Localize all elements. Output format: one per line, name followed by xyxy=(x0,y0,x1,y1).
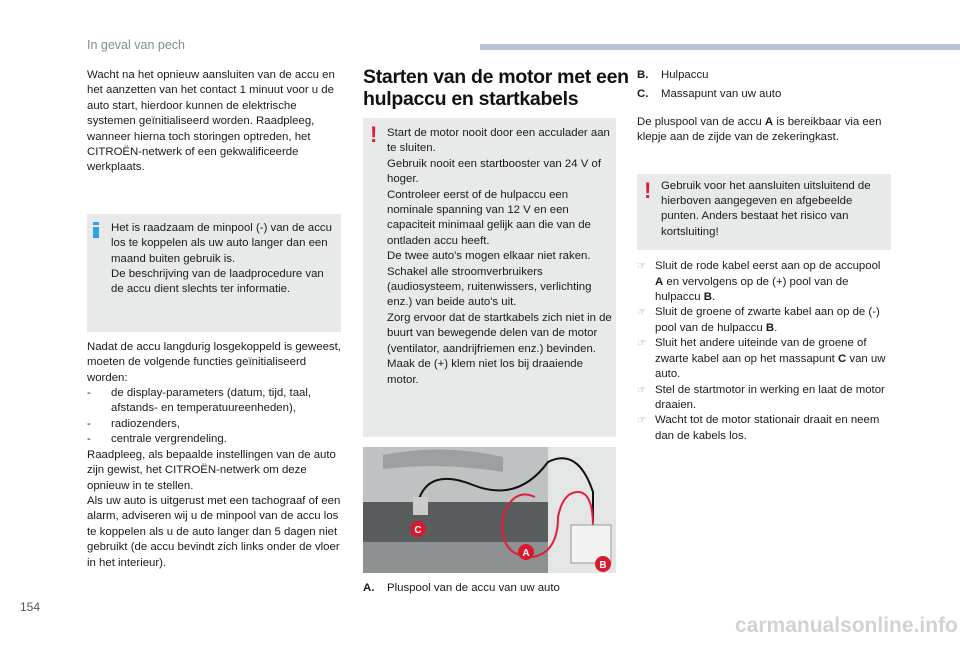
list-item: - de display-parameters (datum, tijd, taal, afstands- en temperatuureenheden), xyxy=(87,387,312,415)
info-icon xyxy=(93,222,99,238)
warning-box xyxy=(637,174,891,251)
header-bar xyxy=(480,44,960,50)
warning-text: Zorg ervoor dat de startkabels zich niet in de buurt van bewegende delen van de motor (ventilator, aandrijfriemen enz.) bevinden. xyxy=(387,311,612,355)
warning-text: Start de motor nooit door een acculader aan te sluiten. xyxy=(387,127,610,155)
warning-icon: ! xyxy=(370,122,378,147)
pointer-hand-icon: ☞ xyxy=(637,415,646,427)
page-number: 154 xyxy=(20,600,41,614)
marker-c xyxy=(410,521,426,537)
reinit-section xyxy=(87,340,341,571)
caption-b: B. Hulpaccu xyxy=(637,69,709,81)
list-item: - centrale vergrendeling. xyxy=(87,433,227,446)
steps-list xyxy=(637,259,891,444)
section-header: In geval van pech xyxy=(87,38,185,52)
info-text: De beschrijving van de laadprocedure van de accu dient slechts ter informatie. xyxy=(111,268,324,296)
right-column xyxy=(637,68,891,444)
left-intro-paragraph: Wacht na het opnieuw aansluiten van de accu en het aanzetten van het contact 1 minuut voor u de auto start, hierdoor kunnen de elektrische systemen geïnitialiseerd worden. Raadpleeg, wanneer hierna toch storingen optreden, het CITROËN-netwerk of een gekwalificeerde werkplaats. xyxy=(87,69,335,174)
pointer-hand-icon: ☞ xyxy=(637,338,646,350)
step-item: ☞ Wacht tot de motor stationair draait en neem dan de kabels los. xyxy=(637,413,891,444)
marker-a xyxy=(518,544,534,560)
left-column xyxy=(87,68,341,571)
warning-text: Gebruik nooit een startbooster van 24 V of hoger. xyxy=(387,157,602,186)
reinit-intro: Nadat de accu langdurig losgekoppeld is geweest, moeten de volgende functies geïnitialiseerd worden: xyxy=(87,340,341,384)
middle-column xyxy=(363,66,629,596)
list-item: - radiozenders, xyxy=(87,417,181,430)
pointer-hand-icon: ☞ xyxy=(637,307,646,319)
marker-b xyxy=(595,556,611,572)
warning-text: Controleer eerst of de hulpaccu een nominale spanning van 12 V en een capaciteit minimaal gelijk aan die van de ontladen accu heeft. xyxy=(387,188,591,247)
jump-start-illustration xyxy=(363,447,616,573)
caption-c: C. Massapunt van uw auto xyxy=(637,88,782,101)
info-text: Het is raadzaam de minpool (-) van de accu los te koppelen als uw auto langer dan een maand buiten gebruik is. xyxy=(111,221,332,265)
svg-text:A: A xyxy=(522,548,530,559)
watermark: carmanualsonline.info xyxy=(735,614,958,637)
reinit-paragraph: Als uw auto is uitgerust met een tachograaf of een alarm, adviseren wij u de minpool van de accu los te koppelen als u de auto langer dan 5 dagen niet gebruikt (de accu bevindt zich links onder de vloer in het interieur). xyxy=(87,494,341,569)
warning-box xyxy=(363,118,616,437)
warning-icon: ! xyxy=(644,177,652,203)
warning-text: De twee auto's mogen elkaar niet raken. xyxy=(387,250,591,263)
page-title: Starten van de motor met een hulpaccu en startkabels xyxy=(363,66,629,110)
caption-a: A. Pluspool van de accu van uw auto xyxy=(363,582,560,594)
step-item: ☞ Stel de startmotor in werking en laat de motor draaien. xyxy=(637,383,891,414)
reinit-paragraph: Raadpleeg, als bepaalde instellingen van de auto zijn gewist, het CITROËN-netwerk om deze opnieuw in te stellen. xyxy=(87,448,336,492)
svg-text:B: B xyxy=(599,560,607,571)
pointer-hand-icon: ☞ xyxy=(637,261,646,273)
step-item: ☞ Sluit het andere uiteinde van de groene of zwarte kabel aan op het massapunt C van uw auto. xyxy=(637,336,891,382)
pointer-hand-icon: ☞ xyxy=(637,384,646,396)
pluspool-paragraph: De pluspool van de accu A is bereikbaar via een klepje aan de zijde van de zekeringkast. xyxy=(637,115,882,144)
warning-text: Schakel alle stroomverbruikers (audiosysteem, ruitenwissers, verlichting enz.) van beide auto's uit. xyxy=(387,265,592,309)
step-item: ☞ Sluit de groene of zwarte kabel aan op de (-) pool van de hulpaccu B. xyxy=(637,305,891,336)
info-box xyxy=(87,214,341,332)
svg-text:C: C xyxy=(414,525,422,536)
warning-text: Gebruik voor het aansluiten uitsluitend de hierboven aangegeven en afgebeelde punten. Anders bestaat het risico van kortsluiting! xyxy=(661,179,871,238)
step-item: ☞ Sluit de rode kabel eerst aan op de accupool A en vervolgens op de (+) pool van de hulpaccu B. xyxy=(637,259,891,305)
warning-text: Maak de (+) klem niet los bij draaiende motor. xyxy=(387,358,583,386)
